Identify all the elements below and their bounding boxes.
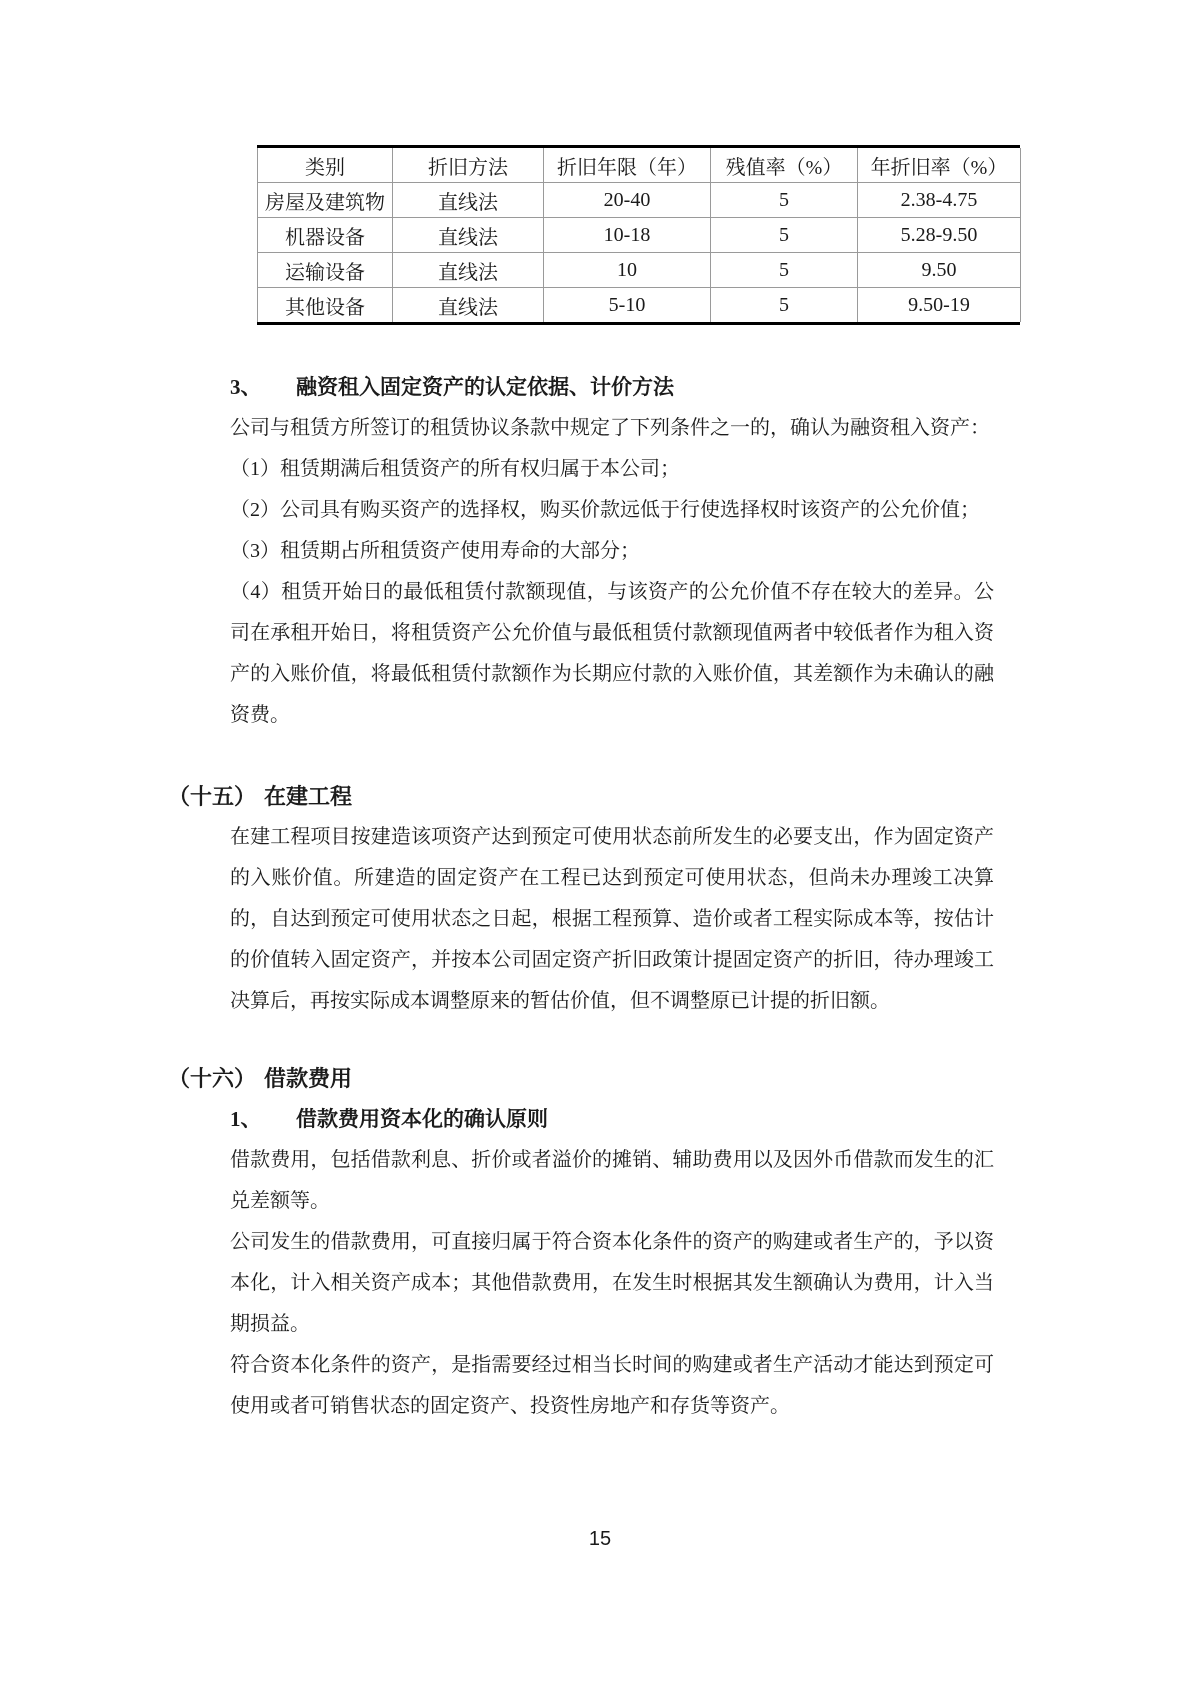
header-cell-category: 类别 <box>258 148 393 183</box>
section16-sub1-heading <box>230 1099 994 1140</box>
table-cell: 2.38-4.75 <box>858 183 1021 218</box>
section3-item-4: （4）租赁开始日的最低租赁付款额现值，与该资产的公允价值不存在较大的差异。公司在承租开始日，将租赁资产公允价值与最低租赁付款额现值两者中较低者作为租入资产的入账价值，将最低租赁付款额作为长期应付款的入账价值，其差额作为未确认的融资费。 <box>230 581 994 726</box>
table-cell: 运输设备 <box>258 253 393 288</box>
section16-heading <box>168 1058 994 1099</box>
table-cell: 5 <box>711 183 858 218</box>
page-number: 15 <box>588 1528 612 1550</box>
table-cell: 5 <box>711 253 858 288</box>
section3-number: 3、 <box>230 375 262 399</box>
section16-title: 借款费用 <box>264 1066 353 1091</box>
table-cell: 直线法 <box>393 253 544 288</box>
section3-title: 融资租入固定资产的认定依据、计价方法 <box>296 375 674 399</box>
section16-paragraph-3: 符合资本化条件的资产，是指需要经过相当长时间的购建或者生产活动才能达到预定可使用或者可销售状态的固定资产、投资性房地产和存货等资产。 <box>230 1354 994 1417</box>
section3-item-1: （1）租赁期满后租赁资产的所有权归属于本公司； <box>230 458 680 480</box>
table-cell: 直线法 <box>393 288 544 323</box>
header-cell-method: 折旧方法 <box>393 148 544 183</box>
section15-heading <box>168 776 994 817</box>
table-row <box>258 183 1021 218</box>
document-content <box>168 0 1008 1427</box>
table-row <box>258 288 1021 323</box>
table-cell: 5 <box>711 288 858 323</box>
depreciation-table <box>257 148 1021 322</box>
header-cell-residual: 残值率（%） <box>711 148 858 183</box>
table-cell: 5.28-9.50 <box>858 218 1021 253</box>
section3-item-2: （2）公司具有购买资产的选择权，购买价款远低于行使选择权时该资产的公允价值； <box>230 499 980 521</box>
table-row <box>258 218 1021 253</box>
table-cell: 直线法 <box>393 183 544 218</box>
section16-number: （十六） <box>168 1066 257 1091</box>
section15-paragraph: 在建工程项目按建造该项资产达到预定可使用状态前所发生的必要支出，作为固定资产的入账价值。所建造的固定资产在工程已达到预定可使用状态，但尚未办理竣工决算的，自达到预定可使用状态之日起，根据工程预算、造价或者工程实际成本等，按估计的价值转入固定资产，并按本公司固定资产折旧政策计提固定资产的折旧，待办理竣工决算后，再按实际成本调整原来的暂估价值，但不调整原已计提的折旧额。 <box>230 826 994 1012</box>
section16-paragraph-1: 借款费用，包括借款利息、折价或者溢价的摊销、辅助费用以及因外币借款而发生的汇兑差额等。 <box>230 1149 994 1212</box>
table-cell: 20-40 <box>544 183 711 218</box>
table-cell: 直线法 <box>393 218 544 253</box>
section16-paragraph-2: 公司发生的借款费用，可直接归属于符合资本化条件的资产的购建或者生产的，予以资本化，计入相关资产成本；其他借款费用，在发生时根据其发生额确认为费用，计入当期损益。 <box>230 1231 994 1335</box>
table-cell: 5-10 <box>544 288 711 323</box>
section16-sub1-number: 1、 <box>230 1107 262 1131</box>
section3-heading <box>230 367 994 408</box>
section16-sub1-title: 借款费用资本化的确认原则 <box>296 1107 548 1131</box>
table-cell: 房屋及建筑物 <box>258 183 393 218</box>
section3-paragraph: 公司与租赁方所签订的租赁协议条款中规定了下列条件之一的，确认为融资租入资产： <box>230 417 990 439</box>
section15-title: 在建工程 <box>264 784 353 809</box>
table-cell: 10 <box>544 253 711 288</box>
header-cell-years: 折旧年限（年） <box>544 148 711 183</box>
table-cell: 机器设备 <box>258 218 393 253</box>
table-cell: 5 <box>711 218 858 253</box>
section3-item-3: （3）租赁期占所租赁资产使用寿命的大部分； <box>230 540 640 562</box>
section15-number: （十五） <box>168 784 257 809</box>
table-cell: 9.50 <box>858 253 1021 288</box>
table-header-row <box>258 148 1021 183</box>
table-cell: 10-18 <box>544 218 711 253</box>
depreciation-table-wrap <box>257 145 1020 325</box>
header-cell-annual-rate: 年折旧率（%） <box>858 148 1021 183</box>
table-cell: 9.50-19 <box>858 288 1021 323</box>
table-cell: 其他设备 <box>258 288 393 323</box>
table-row <box>258 253 1021 288</box>
